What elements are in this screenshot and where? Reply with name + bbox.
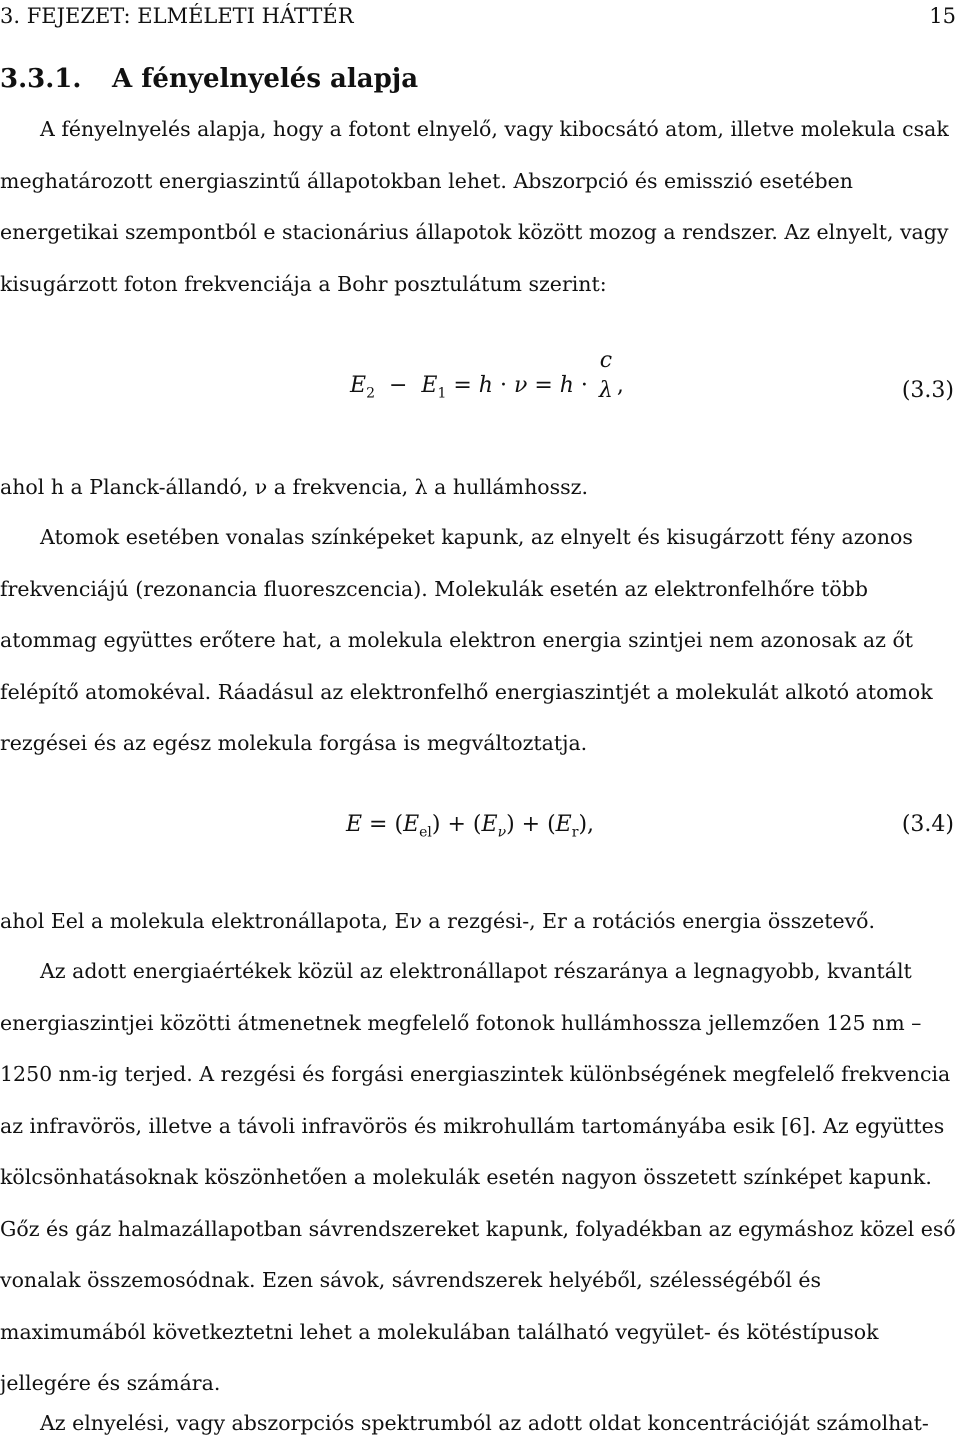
running-header: [0, 4, 960, 34]
equation-3-4-body: $E = (E_{el}) + (E_\nu) + (E_r)$,: [346, 812, 595, 841]
equation-number: (3.3): [901, 378, 954, 403]
paragraph-3: Atomok esetében vonalas színképeket kapunk, az elnyelt és kisugárzott fény azonos frekvenciájú (rezonancia fluoreszcencia). Molekulák esetén az elektronfelhőre több atommag együttes erőtere hat, a molekula elektron energia szintjei nem azonosak az őt felépítő atomokéval. Ráadásul az elektronfelhő energiaszintjét a molekulát alkotó atomok rezgései és az egész molekula forgása is megváltoztatja.: [0, 525, 933, 755]
page-number: 15: [929, 4, 956, 28]
paragraph-1: A fényelnyelés alapja, hogy a fotont elnyelő, vagy kibocsátó atom, illetve molekula csak meghatározott energiaszintű állapotokban lehet. Abszorpció és emisszió esetében energetikai szempontból e stacionárius állapotok között mozog a rendszer. Az elnyelt, vagy kisugárzott foton frekvenciája a Bohr posztulátum szerint:: [0, 117, 949, 296]
equation-3-4: [0, 812, 958, 852]
chapter-title: 3. FEJEZET: ELMÉLETI HÁTTÉR: [0, 4, 354, 28]
paragraph-2: ahol h a Planck-állandó, ν a frekvencia, λ a hullámhossz.: [0, 475, 588, 499]
paragraph-5: Az adott energiaértékek közül az elektronállapot részaránya a legnagyobb, kvantált energiaszintjei közötti átmenetnek megfelelő fotonok hullámhossza jellemzően 125 nm – 1250 nm-ig terjed. A rezgési és forgási energiaszintek különbségének megfelelő frekvencia az infravörös, illetve a távoli infravörös és mikrohullám tartományába esik [6]. Az együttes kölcsönhatásoknak köszönhetően a molekulák esetén nagyon összetett színképet kapunk. Gőz és gáz halmazállapotban sávrendszereket kapunk, folyadékban az egymáshoz közel eső vonalak összemosódnak. Ezen sávok, sávrendszerek helyéből, szélességéből és maximumából következtetni lehet a molekulában található vegyület- és kötéstípusok jellegére és számára.: [0, 959, 956, 1395]
section-heading: [0, 64, 418, 94]
paragraph-4: ahol Eel a molekula elektronállapota, Eν a rezgési-, Er a rotációs energia összetevő.: [0, 909, 876, 933]
section-title: A fényelnyelés alapja: [112, 64, 419, 94]
paragraph-6: Az elnyelési, vagy abszorpciós spektrumból az adott oldat koncentrációját számolhat-: [40, 1411, 929, 1435]
section-number: 3.3.1.: [0, 64, 82, 94]
equation-3-3-body: $E_2 - E_1 = h \cdot \nu = h$ · c λ ,: [350, 348, 624, 403]
equation-3-3: [0, 348, 958, 430]
equation-number: (3.4): [901, 812, 954, 837]
